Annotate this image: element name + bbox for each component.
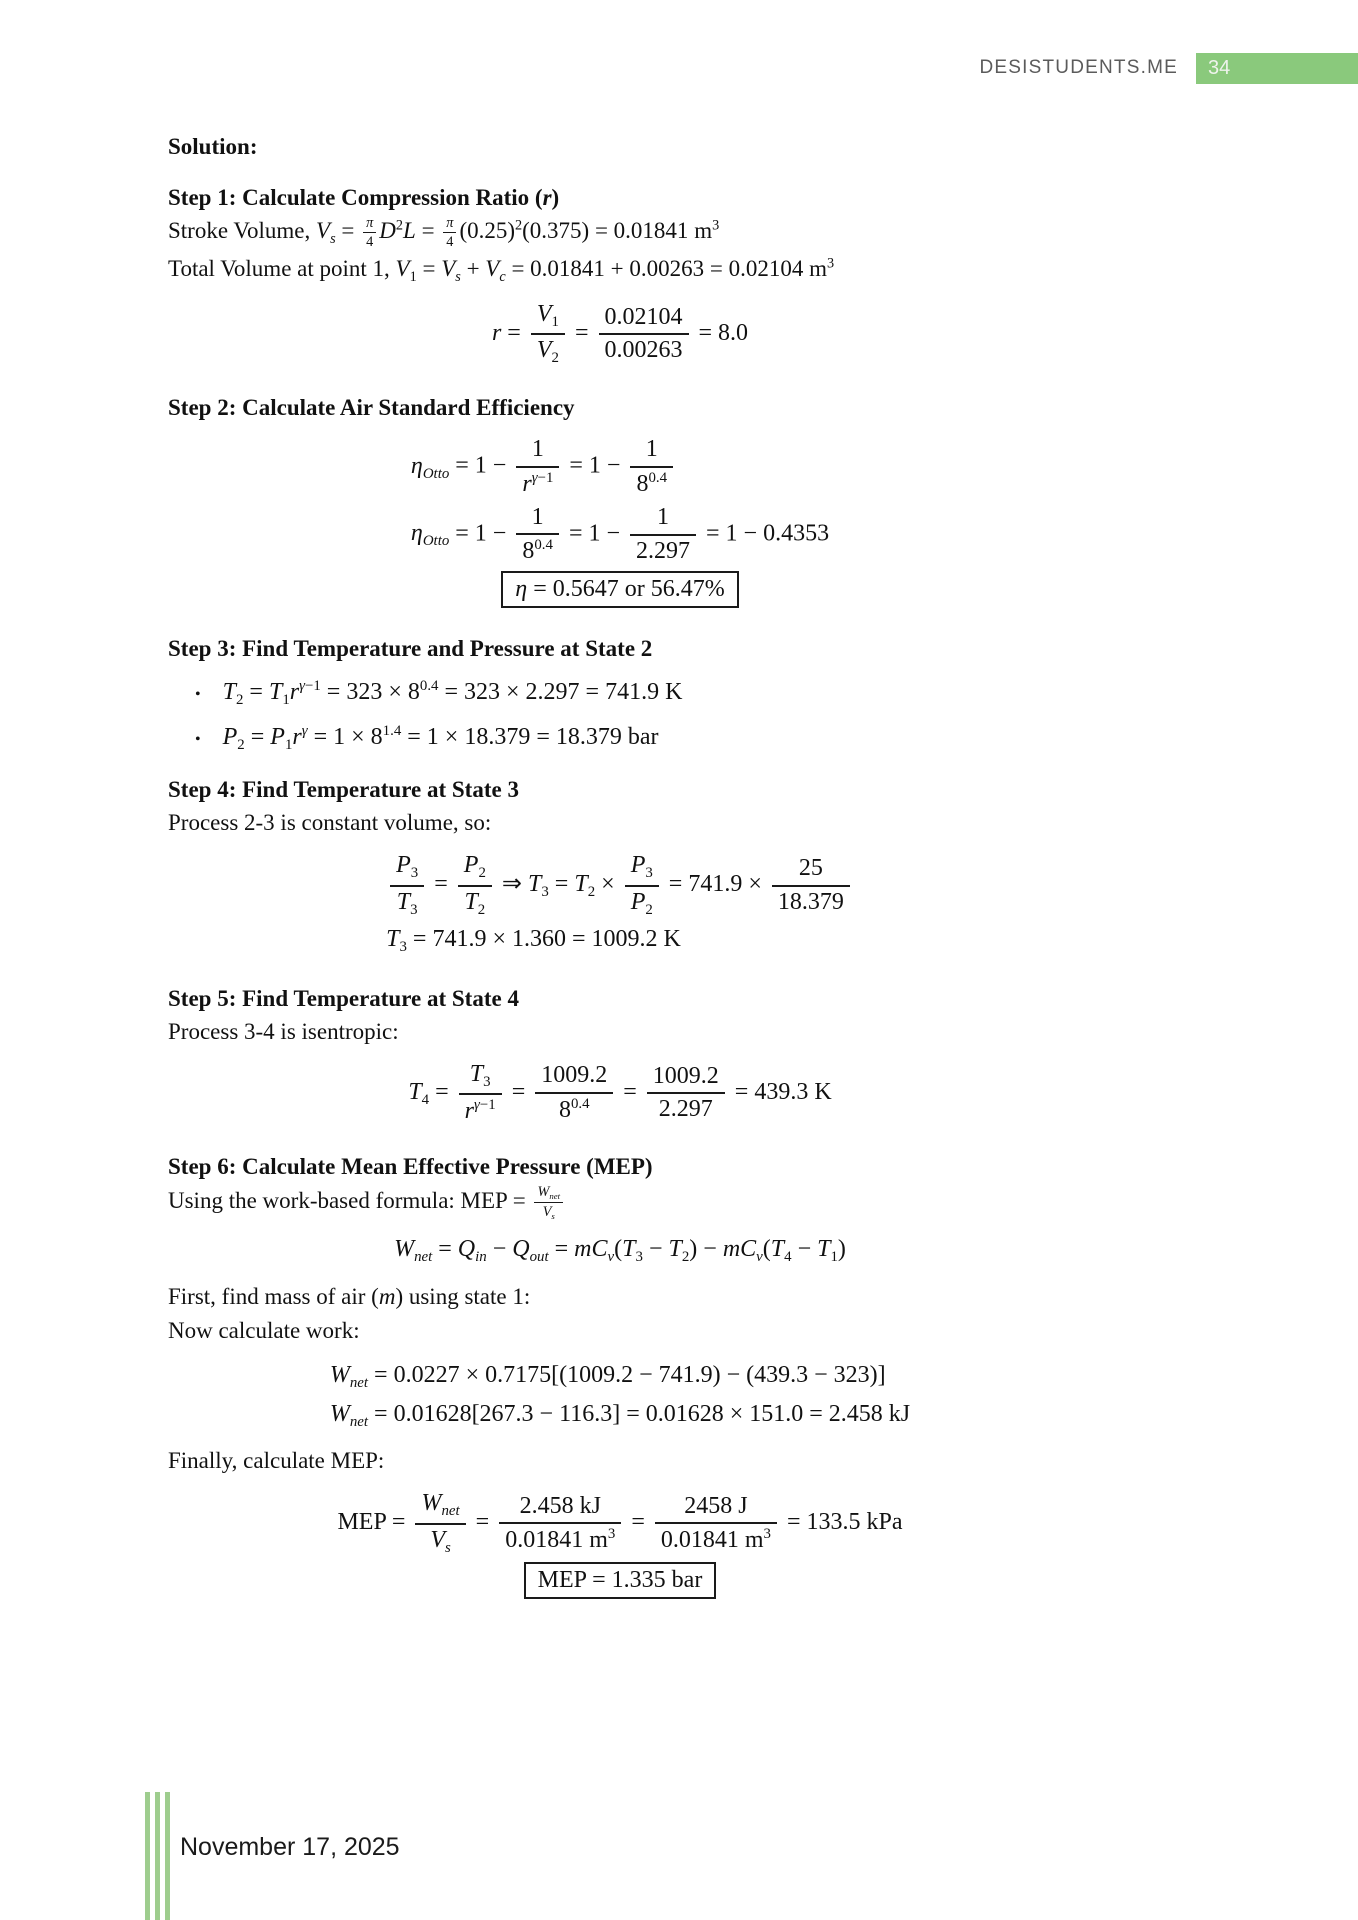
section-heading: Step 1: Calculate Compression Ratio (r) [168,185,560,211]
equation-group-inner [386,847,854,962]
equation-group [168,431,1072,612]
equation-group-inner [394,1229,846,1273]
section-heading: Step 2: Calculate Air Standard Efficiency [168,395,575,421]
equation-line: $W_{net} = 0.01628[267.3 - 116.3] = 0.01628 \times 151.0 = 2.458$ kJ [329,1400,911,1430]
bullet-marker: • [195,730,201,748]
paragraph: Process 3-4 is isentropic: [168,1018,399,1044]
section-heading: Step 3: Find Temperature and Pressure at State 2 [168,635,653,661]
equation-group [168,1056,1072,1131]
document-content [168,131,1192,1612]
equation-line: $W_{net} = Q_{in} - Q_{out} = mC_v(T_3 - T_2) - mC_v(T_4 - T_1)$ [394,1236,846,1266]
site-name: DESISTUDENTS.ME [979,57,1178,78]
equation-group-inner [408,1056,831,1131]
footer-date: November 17, 2025 [180,1833,400,1861]
equation-line: $T_3 = 741.9 \times 1.360 = 1009.2$ K [386,926,681,956]
equation-line [411,571,829,608]
equation-group-inner [492,296,748,373]
equation-group [168,847,1072,962]
accent-line [145,1792,150,1920]
accent-line [165,1792,170,1920]
equation-line: MEP = $\frac{W_{net}}{V_s}$ = $\frac{2.458 kJ}{0.01841 m^3}$ = $\frac{2458 J}{0.01841 m^3}$ = 133.5 kPa [337,1490,903,1556]
equation-group [168,1485,1072,1604]
page-number: 34 [1208,57,1231,79]
footer-accent-lines [145,1792,170,1920]
paragraph: Using the work-based formula: MEP = $\frac{W_{net}}{V_s}$ [168,1184,1192,1222]
equation-line: $\eta_{Otto} = 1$ − $\frac{1}{8^{0.4}}$ = 1 − $\frac{1}{2.297}$ = 1 − 0.4353 [410,503,830,565]
equation-group-inner [337,1485,902,1604]
paragraph: Now calculate work: [168,1317,360,1343]
accent-line [155,1792,160,1920]
bullet-item [195,678,1192,709]
bullet-marker: • [195,685,201,703]
equation-group [168,296,1072,373]
equation-group [168,1229,1072,1273]
bullet-equation: $P_2 = P_1r^\gamma = 1 \times 8^{1.4} = 1 \times 18.379 = 18.379$ bar [222,723,659,754]
paragraph: First, find mass of air (m) using state 1: [168,1283,531,1309]
equation-group [168,1355,1072,1437]
section-heading: Solution: [168,134,258,159]
page-number-badge [1196,53,1358,84]
equation-line [337,1562,902,1599]
paragraph: Process 2-3 is constant volume, so: [168,810,492,836]
paragraph: Total Volume at point 1, $V_1 = V_s + V_c = 0.01841 + 0.00263 = 0.02104$ $m^3$ [168,255,835,285]
equation-line: r = $\frac{V_1}{V_2}$ = $\frac{0.02104}{0.00263}$ = 8.0 [491,300,749,367]
section-heading: Step 4: Find Temperature at State 3 [168,777,519,803]
paragraph: Finally, calculate MEP: [168,1448,385,1474]
paragraph: Stroke Volume, $V_s$ = $\frac{\pi}{4}$ $D^2L$ = $\frac{\pi}{4}$ $(0.25)^2(0.375) = 0.01841$ $m^3$ [168,215,720,251]
equation-group-inner [330,1355,910,1437]
equation-line: $\frac{P_3}{T_3}$ = $\frac{P_2}{T_2}$ ⇒ $T_3 = T_2$ × $\frac{P_3}{P_2}$ = 741.9 × $\frac{25}{18.379}$ [386,852,854,919]
section-heading: Step 5: Find Temperature at State 4 [168,985,519,1011]
result-box: MEP = 1.335 bar [524,1562,717,1599]
result-box: η = 0.5647 or 56.47% [501,571,738,608]
bullet-item [195,723,1192,754]
bullet-equation: $T_2 = T_1r^{\gamma-1} = 323 \times 8^{0.4} = 323 \times 2.297 = 741.9$ K [222,677,683,709]
section-heading: Step 6: Calculate Mean Effective Pressure (MEP) [168,1153,653,1179]
equation-line: $\eta_{Otto} = 1$ − $\frac{1}{r^{\gamma-1}}$ = 1 − $\frac{1}{8^{0.4}}$ [411,436,829,498]
equation-line: $W_{net} = 0.0227 \times 0.7175[(1009.2 - 741.9) - (439.3 - 323)]$ [329,1362,886,1392]
equation-group-inner [411,431,829,612]
equation-line: $T_4$ = $\frac{T_3}{r^{\gamma-1}}$ = $\frac{1009.2}{8^{0.4}}$ = $\frac{1009.2}{2.297}$ = 439.3 K [408,1060,832,1124]
